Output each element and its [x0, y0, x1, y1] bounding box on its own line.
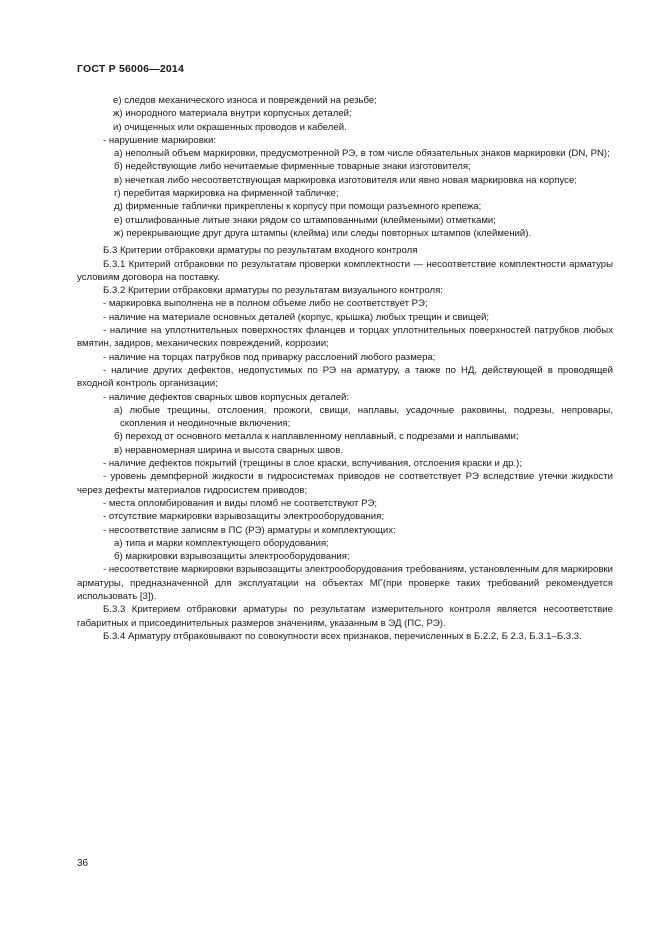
paragraph-line: - места опломбирования и виды пломб не соответствуют РЭ;: [103, 497, 378, 509]
paragraph-line: Б.3.3 Критерием отбраковки арматуры по результатам измерительного контроля является несоответствие габаритных и присоединительных размеров значениям, указанным в ЭД (ПС, РЭ).: [77, 604, 613, 629]
paragraph-line: - несоответствие маркировки взрывозащиты электрооборудования требованиям, установленным для маркировки арматуры, предназначенной для эксплуатации на объектах МГ(при проверке таких требований рекомендуется использовать [3]).: [77, 564, 613, 602]
paragraph-line: а) неполный объем маркировки, предусмотренной РЭ, в том числе обязательных знаков маркировки (DN, PN);: [114, 148, 610, 160]
paragraph-line: Б.3.1 Критерий отбраковки по результатам проверки комплектности — несоответствие комплектности арматуры условиям договора на поставку.: [77, 258, 613, 283]
paragraph-line: д) фирменные таблички прикреплены к корпусу при помощи разъемного крепежа;: [114, 201, 482, 213]
paragraph-line: Б.3.4 Арматуру отбраковывают по совокупности всех признаков, перечисленных в Б.2.2, Б 2.3, Б.3.1–Б.3.3.: [103, 630, 582, 642]
paragraph-line: - наличие на торцах патрубков под приварку расслоений любого размера;: [103, 351, 436, 363]
paragraph-line: - нарушение маркировки:: [103, 134, 217, 146]
paragraph-line: г) перебитая маркировка на фирменной табличке;: [114, 188, 339, 200]
paragraph-line: е) следов механического износа и повреждений на резьбе;: [113, 95, 377, 106]
paragraph-line: - несоответствие записям в ПС (РЭ) арматуры и комплектующих:: [103, 524, 396, 536]
paragraph-line: и) очищенных или окрашенных проводов и кабелей.: [113, 121, 347, 133]
paragraph-line: - наличие дефектов покрытий (трещины в слое краски, вспучивания, отслоения краски и др.);: [103, 458, 523, 470]
paragraph-line: б) маркировки взрывозащиты электрооборудования;: [114, 551, 350, 563]
page-number: 36: [77, 858, 89, 869]
paragraph-line: Б.3 Критерии отбраковки арматуры по результатам входного контроля: [103, 245, 418, 257]
paragraph-line: а) любые трещины, отслоения, прожоги, свищи, наплавы, усадочные раковины, подрезы, непровары, скопления и неодиночные включения;: [114, 404, 613, 430]
paragraph-line: в) неравномерная ширина и высота сварных швов.: [114, 444, 344, 456]
paragraph-line: - наличие дефектов сварных швов корпусных деталей:: [103, 391, 350, 403]
paragraph-line: Б.3.2 Критерии отбраковки арматуры по результатам визуального контроля:: [103, 285, 443, 297]
paragraph-line: - маркировка выполнена не в полном объеме либо не соответствует РЭ;: [103, 298, 428, 310]
paragraph-line: - наличие других дефектов, недопустимых по РЭ на арматуру, а также по НД, действующей в проводящей входной контроль организации;: [77, 364, 613, 390]
paragraph-line: - наличие на материале основных деталей (корпус, крышка) любых трещин и свищей;: [103, 311, 490, 323]
paragraph-line: б) переход от основного металла к наплавленному неплавный, с подрезами и наплывами;: [114, 431, 519, 443]
paragraph-line: в) нечеткая либо несоответствующая маркировка изготовителя или явно новая маркировка на корпусе;: [114, 174, 577, 186]
paragraph-line: б) недействующие либо нечитаемые фирменные товарные знаки изготовителя;: [114, 161, 471, 173]
paragraph-line: ж) инородного материала внутри корпусных деталей;: [113, 108, 352, 120]
document-body: [77, 94, 613, 643]
paragraph-line: - отсутствие маркировки взрывозащиты электрооборудования;: [103, 511, 385, 523]
paragraph-line: а) типа и марки комплектующего оборудования;: [114, 537, 329, 549]
paragraph-line: - уровень демпферной жидкости в гидросистемах приводов не соответствует РЭ вследствие утечки жидкости через дефекты материалов гидросистем приводов;: [77, 471, 613, 496]
document-header: ГОСТ Р 56006—2014: [77, 63, 185, 75]
paragraph-line: е) отшлифованные литые знаки рядом со штампованными (клеймеными) отметками;: [114, 214, 496, 226]
paragraph-line: - наличие на уплотнительных поверхностях фланцев и торцах уплотнительных поверхностей патрубков любых вмятин, задиров, механических повреждений, коррозии;: [77, 325, 613, 350]
paragraph-line: ж) перекрывающие друг друга штампы (клейма) или следы повторных штампов (клеймений).: [114, 227, 532, 239]
